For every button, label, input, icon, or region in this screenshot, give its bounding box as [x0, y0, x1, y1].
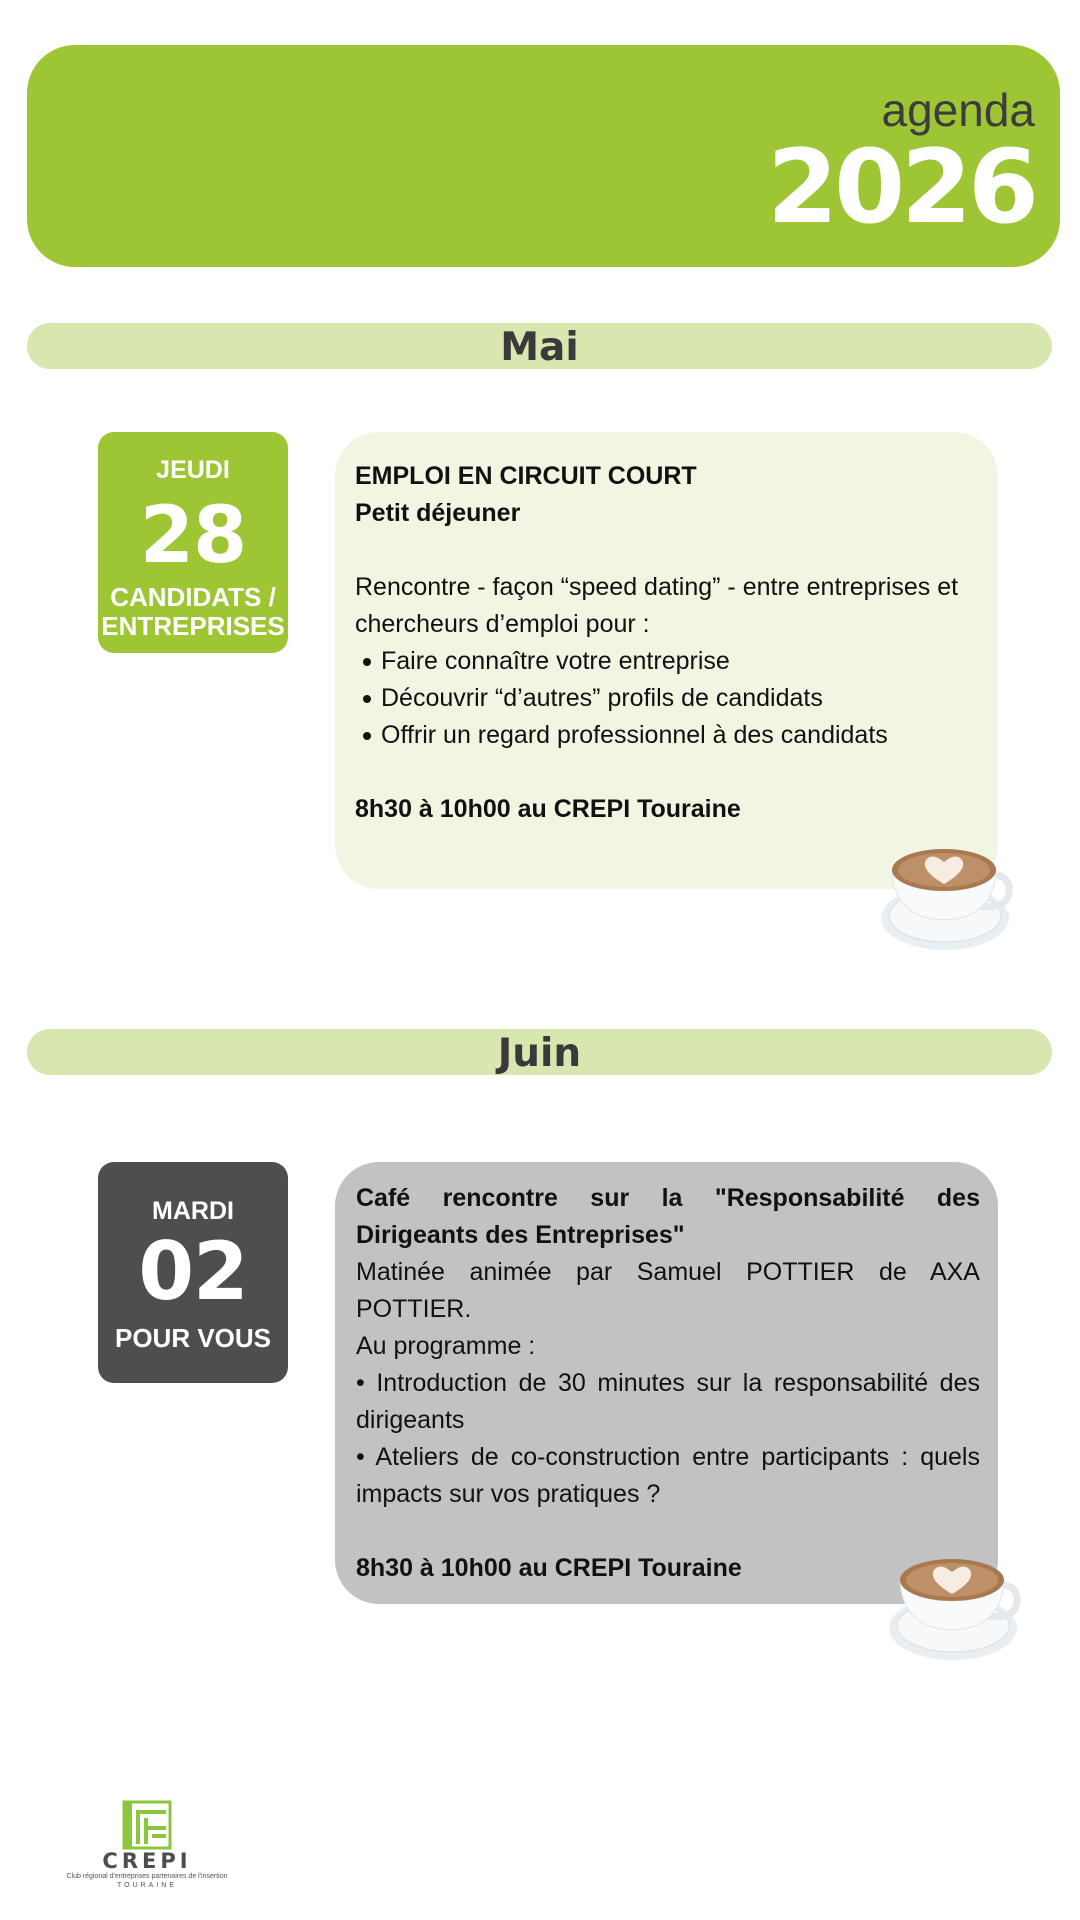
- event-audience-line: ENTREPRISES: [101, 610, 285, 641]
- event-card: [335, 432, 998, 889]
- header-banner: [27, 45, 1060, 267]
- event-date: 28: [139, 491, 247, 581]
- event-date-badge: [98, 1162, 288, 1383]
- month-bar-juin: [27, 1029, 1052, 1075]
- month-bar-mai: [27, 323, 1052, 369]
- header-subtitle: agenda: [881, 84, 1035, 136]
- event-audience: [98, 583, 288, 640]
- list-item: Découvrir “d’autres” profils de candidats: [381, 680, 980, 717]
- event-description: Rencontre - façon “speed dating” - entre entreprises et chercheurs d’emploi pour :: [355, 573, 959, 638]
- coffee-cup-icon: [888, 1548, 1028, 1666]
- logo-tagline: Club régional d'entreprises partenaires de l'insertion: [66, 1873, 228, 1880]
- event-time-place: 8h30 à 10h00 au CREPI Touraine: [355, 795, 741, 823]
- month-title: Juin: [497, 1031, 582, 1076]
- event-audience-line: CANDIDATS /: [110, 582, 276, 612]
- event-program-label: Au programme :: [356, 1332, 536, 1360]
- event-audience: POUR VOUS: [114, 1323, 272, 1353]
- event-day: MARDI: [152, 1197, 234, 1225]
- event-day: JEUDI: [156, 456, 230, 484]
- event-date-badge: [98, 432, 288, 653]
- list-item: Offrir un regard professionnel à des candidats: [381, 717, 980, 754]
- header-year: 2026: [767, 128, 1035, 247]
- list-item: • Introduction de 30 minutes sur la responsabilité des dirigeants: [356, 1369, 980, 1434]
- list-item: • Ateliers de co-construction entre participants : quels impacts sur vos pratiques ?: [356, 1443, 980, 1508]
- event-bullet-list: [355, 643, 980, 754]
- event-description: Matinée animée par Samuel POTTIER de AXA POTTIER.: [356, 1258, 980, 1323]
- event-title: EMPLOI EN CIRCUIT COURT: [355, 462, 697, 490]
- logo-name: CREPI: [102, 1849, 192, 1873]
- list-item: Faire connaître votre entreprise: [381, 643, 980, 680]
- event-card: [335, 1162, 998, 1604]
- event-time-place: 8h30 à 10h00 au CREPI Touraine: [356, 1554, 742, 1582]
- event-subtitle: Petit déjeuner: [355, 499, 521, 527]
- coffee-cup-icon: [880, 838, 1020, 956]
- event-title: Café rencontre sur la "Responsabilité des Dirigeants des Entreprises": [356, 1184, 980, 1249]
- logo-region: TOURAINE: [116, 1882, 178, 1889]
- crepi-logo-icon: [122, 1800, 172, 1850]
- month-title: Mai: [500, 325, 579, 370]
- crepi-logo: [58, 1800, 236, 1896]
- event-date: 02: [138, 1225, 248, 1318]
